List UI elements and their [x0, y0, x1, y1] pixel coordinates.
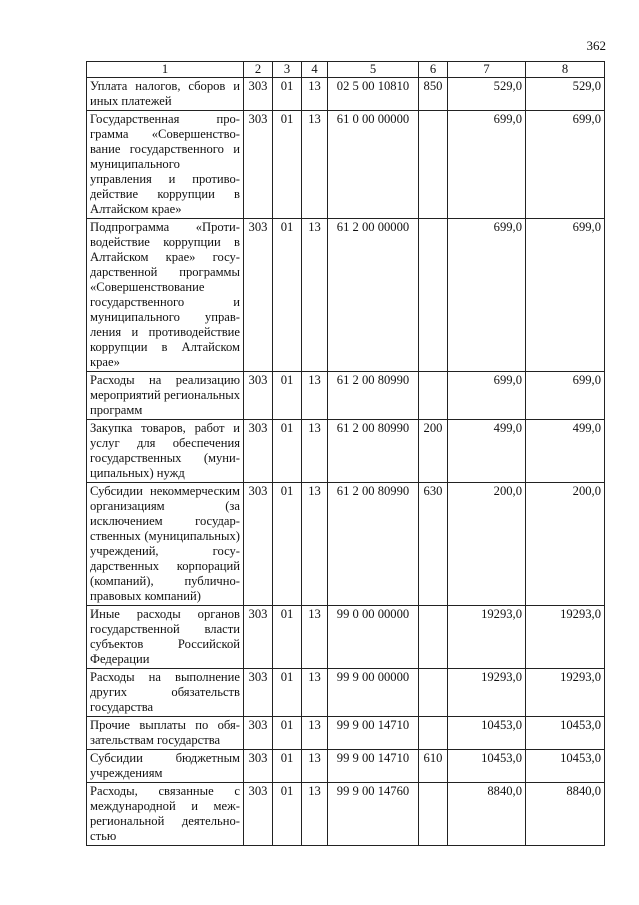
section-code: 01 [273, 717, 302, 750]
column-header: 8 [526, 62, 605, 78]
amount-col8: 10453,0 [526, 750, 605, 783]
target-article-code: 61 2 00 80990 [328, 483, 419, 606]
target-article-code: 99 9 00 14710 [328, 717, 419, 750]
subsection-code: 13 [302, 219, 328, 372]
expense-name: Расходы на реализацию мероприятий региональных программ [87, 372, 244, 420]
ministry-code: 303 [244, 669, 273, 717]
expense-type-code: 630 [419, 483, 448, 606]
column-header: 3 [273, 62, 302, 78]
target-article-code: 99 9 00 00000 [328, 669, 419, 717]
table-row [87, 783, 605, 846]
expense-type-code [419, 669, 448, 717]
table-body [87, 78, 605, 846]
ministry-code: 303 [244, 483, 273, 606]
subsection-code: 13 [302, 483, 328, 606]
expense-name: Прочие выплаты по обязательствам государства [87, 717, 244, 750]
expense-name: Подпрограмма «Противодействие коррупции в Алтайском крае» государственной программы «Совершенствование государственного и муниципального управления и противодействие коррупции в Алтайском крае» [87, 219, 244, 372]
subsection-code: 13 [302, 717, 328, 750]
ministry-code: 303 [244, 78, 273, 111]
ministry-code: 303 [244, 111, 273, 219]
subsection-code: 13 [302, 750, 328, 783]
expense-type-code [419, 372, 448, 420]
section-code: 01 [273, 372, 302, 420]
amount-col8: 699,0 [526, 111, 605, 219]
expense-name: Уплата налогов, сборов и иных платежей [87, 78, 244, 111]
ministry-code: 303 [244, 219, 273, 372]
section-code: 01 [273, 219, 302, 372]
amount-col7: 699,0 [448, 111, 526, 219]
subsection-code: 13 [302, 78, 328, 111]
amount-col7: 699,0 [448, 372, 526, 420]
ministry-code: 303 [244, 606, 273, 669]
amount-col7: 699,0 [448, 219, 526, 372]
page-number: 362 [586, 38, 606, 53]
subsection-code: 13 [302, 372, 328, 420]
subsection-code: 13 [302, 606, 328, 669]
amount-col8: 699,0 [526, 219, 605, 372]
expense-name: Субсидии бюджетным учреждениям [87, 750, 244, 783]
ministry-code: 303 [244, 783, 273, 846]
table-row [87, 669, 605, 717]
expense-type-code [419, 717, 448, 750]
expense-type-code: 610 [419, 750, 448, 783]
column-header: 6 [419, 62, 448, 78]
amount-col8: 499,0 [526, 420, 605, 483]
expense-name: Государственная программа «Совершенствование государственного и муниципального управления и противодействие коррупции в Алтайском крае» [87, 111, 244, 219]
column-header: 7 [448, 62, 526, 78]
amount-col7: 19293,0 [448, 606, 526, 669]
section-code: 01 [273, 78, 302, 111]
target-article-code: 02 5 00 10810 [328, 78, 419, 111]
table-row [87, 606, 605, 669]
amount-col8: 200,0 [526, 483, 605, 606]
amount-col8: 699,0 [526, 372, 605, 420]
target-article-code: 99 9 00 14710 [328, 750, 419, 783]
section-code: 01 [273, 483, 302, 606]
amount-col8: 529,0 [526, 78, 605, 111]
table-row [87, 483, 605, 606]
expense-name: Закупка товаров, работ и услуг для обеспечения государственных (муниципальных) нужд [87, 420, 244, 483]
expense-type-code: 850 [419, 78, 448, 111]
ministry-code: 303 [244, 420, 273, 483]
column-header: 4 [302, 62, 328, 78]
table-row [87, 111, 605, 219]
column-header: 2 [244, 62, 273, 78]
subsection-code: 13 [302, 783, 328, 846]
amount-col8: 8840,0 [526, 783, 605, 846]
section-code: 01 [273, 111, 302, 219]
expense-type-code [419, 219, 448, 372]
section-code: 01 [273, 669, 302, 717]
expense-type-code [419, 783, 448, 846]
amount-col7: 8840,0 [448, 783, 526, 846]
expense-name: Расходы на выполнение других обязательств государства [87, 669, 244, 717]
ministry-code: 303 [244, 750, 273, 783]
subsection-code: 13 [302, 669, 328, 717]
table-row [87, 750, 605, 783]
section-code: 01 [273, 783, 302, 846]
expense-type-code [419, 606, 448, 669]
amount-col7: 10453,0 [448, 750, 526, 783]
table-row [87, 219, 605, 372]
amount-col8: 10453,0 [526, 717, 605, 750]
budget-table [86, 61, 605, 846]
table-row [87, 372, 605, 420]
amount-col7: 529,0 [448, 78, 526, 111]
column-header: 5 [328, 62, 419, 78]
header-row [87, 62, 605, 78]
subsection-code: 13 [302, 111, 328, 219]
expense-name: Иные расходы органов государственной власти субъектов Российской Федерации [87, 606, 244, 669]
expense-name: Расходы, связанные с международной и межрегиональной деятельностью [87, 783, 244, 846]
ministry-code: 303 [244, 717, 273, 750]
expense-name: Субсидии некоммерческим организациям (за исключением государственных (муниципальных) учреждений, государственных корпораций (компаний), публично-правовых компаний) [87, 483, 244, 606]
expense-type-code: 200 [419, 420, 448, 483]
target-article-code: 61 2 00 80990 [328, 420, 419, 483]
amount-col7: 200,0 [448, 483, 526, 606]
target-article-code: 61 2 00 80990 [328, 372, 419, 420]
amount-col8: 19293,0 [526, 669, 605, 717]
target-article-code: 99 0 00 00000 [328, 606, 419, 669]
target-article-code: 99 9 00 14760 [328, 783, 419, 846]
amount-col7: 10453,0 [448, 717, 526, 750]
column-header: 1 [87, 62, 244, 78]
amount-col7: 499,0 [448, 420, 526, 483]
amount-col8: 19293,0 [526, 606, 605, 669]
ministry-code: 303 [244, 372, 273, 420]
expense-type-code [419, 111, 448, 219]
table-row [87, 78, 605, 111]
section-code: 01 [273, 750, 302, 783]
target-article-code: 61 0 00 00000 [328, 111, 419, 219]
section-code: 01 [273, 420, 302, 483]
subsection-code: 13 [302, 420, 328, 483]
section-code: 01 [273, 606, 302, 669]
table-row [87, 420, 605, 483]
table-row [87, 717, 605, 750]
target-article-code: 61 2 00 00000 [328, 219, 419, 372]
amount-col7: 19293,0 [448, 669, 526, 717]
